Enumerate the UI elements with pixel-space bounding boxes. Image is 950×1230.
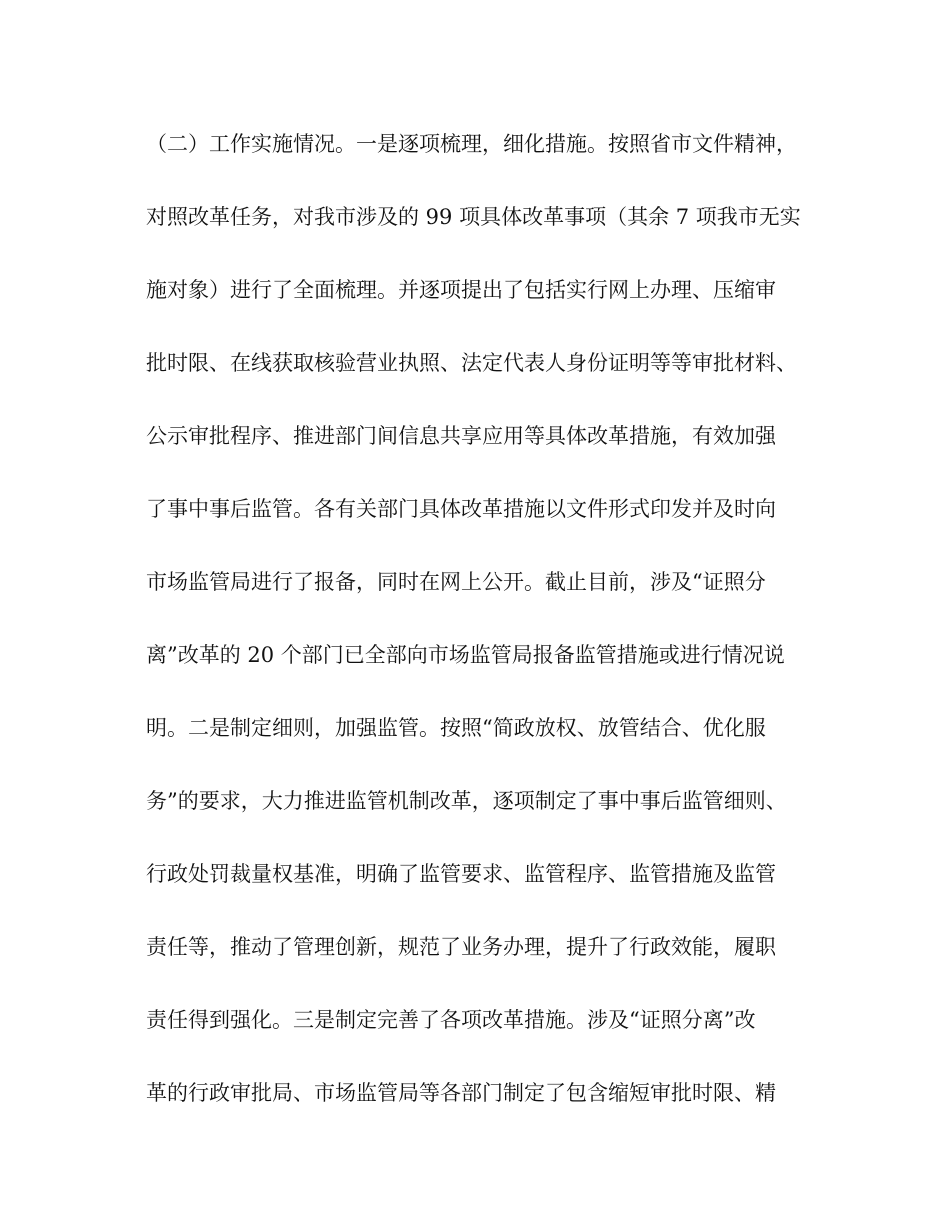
text-line-10: 务”的要求，大力推进监管机制改革，逐项制定了事中事后监管细则、 bbox=[146, 789, 787, 813]
text-line-6: 了事中事后监管。各有关部门具体改革措施以文件形式印发并及时向 bbox=[146, 497, 776, 521]
text-line-12: 责任等，推动了管理创新，规范了业务办理，提升了行政效能，履职 bbox=[146, 935, 776, 959]
text-line-11: 行政处罚裁量权基准，明确了监管要求、监管程序、监管措施及监管 bbox=[146, 862, 776, 886]
text-line-7: 市场监管局进行了报备，同时在网上公开。截止目前，涉及“证照分 bbox=[146, 570, 766, 594]
body-paragraph bbox=[146, 126, 811, 1148]
text-line-1: （二）工作实施情况。一是逐项梳理，细化措施。按照省市文件精神， bbox=[146, 132, 797, 156]
text-line-5: 公示审批程序、推进部门间信息共享应用等具体改革措施，有效加强 bbox=[146, 424, 776, 448]
text-line-8: 离”改革的 20 个部门已全部向市场监管局报备监管措施或进行情况说 bbox=[146, 643, 785, 667]
text-line-14: 革的行政审批局、市场监管局等各部门制定了包含缩短审批时限、精 bbox=[146, 1081, 776, 1105]
text-line-4: 批时限、在线获取核验营业执照、法定代表人身份证明等等审批材料、 bbox=[146, 351, 797, 375]
text-line-9: 明。二是制定细则，加强监管。按照“简政放权、放管结合、优化服 bbox=[146, 716, 766, 740]
text-line-2: 对照改革任务，对我市涉及的 99 项具体改革事项（其余 7 项我市无实 bbox=[146, 205, 801, 229]
text-line-13: 责任得到强化。三是制定完善了各项改革措施。涉及“证照分离”改 bbox=[146, 1008, 756, 1032]
text-line-3: 施对象）进行了全面梳理。并逐项提出了包括实行网上办理、压缩审 bbox=[146, 278, 776, 302]
